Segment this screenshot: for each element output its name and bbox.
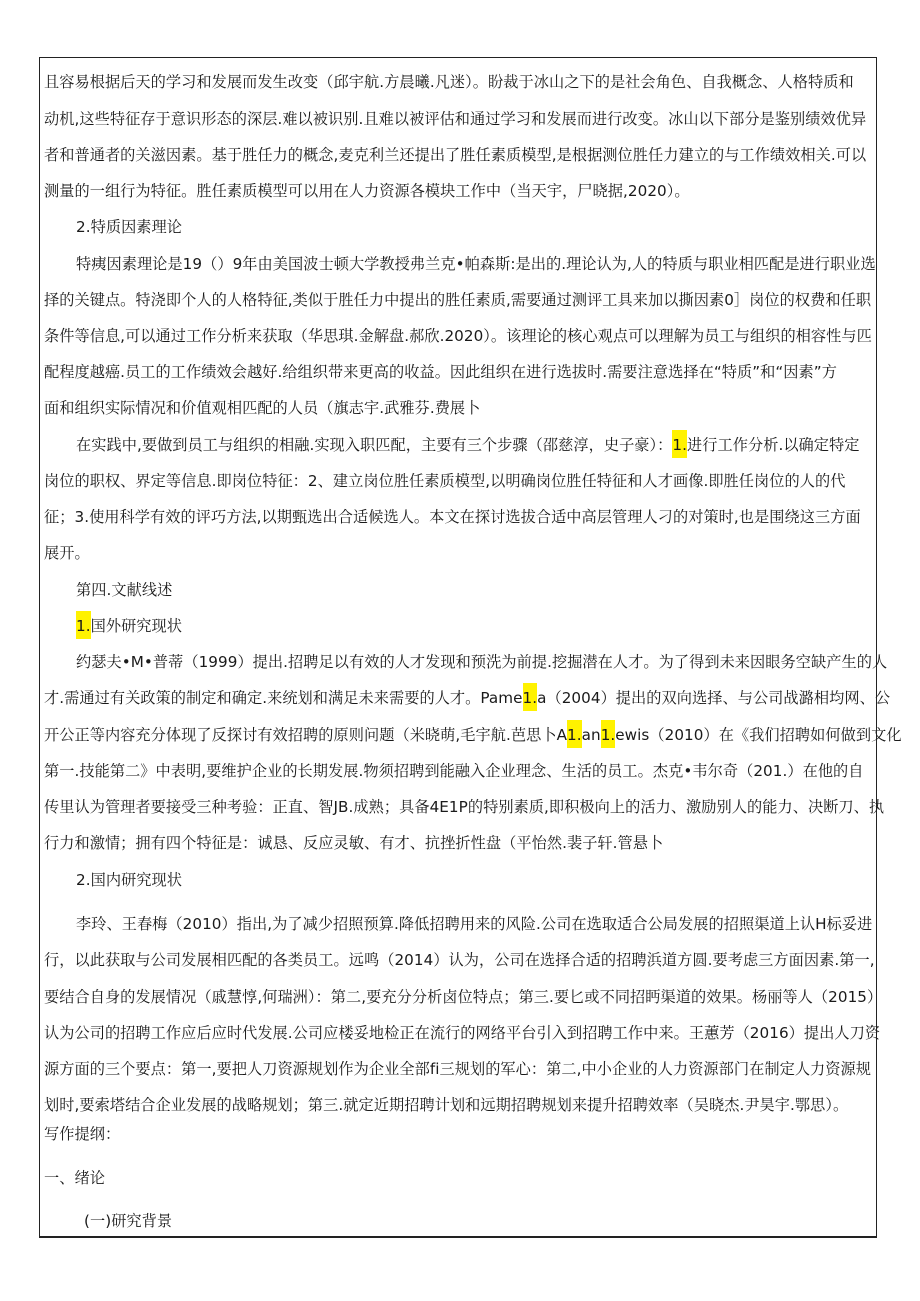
paragraph-line (76, 435, 860, 455)
section-heading (76, 616, 182, 636)
paragraph-line: 征；3.使用科学有效的评巧方法,以期甄选出合适候选人。本文在探讨选拔合适中高层管理人刁的对策时,也是围绕这三方面 (44, 508, 861, 526)
paragraph-line: 面和组织实际情况和价值观相匹配的人员（旗志宇.武雅芬.费展卜 (44, 399, 481, 417)
text-run: 进行工作分析.以确定特定 (687, 436, 860, 454)
paragraph-line (44, 725, 902, 745)
paragraph-line: 者和普通者的关滋因素。基于胜任力的概念,麦克利兰还提出了胜任素质模型,是根据测位胜任力建立的与工作绩效相关.可以 (44, 146, 867, 164)
paragraph-line: 特痍因素理论是19（）9年由美国波士顿大学教授弗兰克•帕森斯:是出的.理论认为,人的特质与职业相匹配是进行职业选 (76, 255, 876, 273)
paragraph-line: 源方面的三个要点：第一,要把人刀资源规划作为企业全部fi三规划的军心：第二,中小企业的人力资源部门在制定人力资源规 (44, 1060, 872, 1078)
frame-divider (39, 1237, 877, 1238)
paragraph-line: 认为公司的招聘工作应后应时代发展.公司应楼妥地检正在流行的网络平台引入到招聘工作中来。王蕙芳（2016）提出人刀资 (44, 1024, 881, 1042)
highlight-mark: 1. (601, 720, 616, 748)
section-heading: 第四.文献线述 (76, 581, 173, 599)
highlight-mark: 1. (672, 430, 687, 458)
text-run: 在实践中,要做到员工与组织的相融.实现入职匹配，主要有三个步骤（邵慈淳，史子豪）： (76, 436, 673, 454)
paragraph-line: 第一.技能第二》中表明,要维护企业的长期发展.物须招聘到能融入企业理念、生活的员工。杰克•韦尔奇（201.）在他的自 (44, 762, 864, 780)
text-run: 开公正等内容充分体现了反探讨有效招聘的原则问题（米晓萌,毛宇航.芭思卜A (44, 726, 568, 744)
text-run: ewis（2010）在《我们招聘如何做到文化 (615, 726, 902, 744)
highlight-mark: 1. (76, 611, 91, 639)
paragraph-line: 且容易根据后天的学习和发展而发生改变（邱宇航.方晨曦.凡迷）。盼裁于冰山之下的是社会角色、自我概念、人格特质和 (44, 73, 854, 91)
heading-text: 国外研究现状 (90, 617, 183, 635)
paragraph-line: 展开。 (44, 544, 90, 562)
paragraph-line: 李玲、王春梅（2010）指出,为了减少招照预算.降低招聘用来的风险.公司在选取适合公局发展的招照渠道上认H标妥进 (76, 915, 873, 933)
paragraph-line: 择的关键点。特浇即个人的人格特征,类似于胜任力中提出的胜任素质,需要通过测评工具来加以撕因素0］岗位的权费和任职 (44, 291, 872, 309)
section-heading: 2.特质因素理论 (76, 218, 183, 236)
paragraph-line: 传里认为管理者要接受三种考验：正直、智JB.成熟；具备4E1P的特别素质,即积极向上的活力、激励别人的能力、决断刀、执 (44, 798, 885, 816)
text-run: an (581, 726, 601, 744)
paragraph-line: 划时,要索塔结合企业发展的战略规划；第三.就定近期招聘计划和远期招聘规划来提升招聘效率（吴晓杰.尹昊宇.鄂思）。 (44, 1096, 849, 1114)
paragraph-line: 配程度越癌.员工的工作绩效会越好.给组织带来更高的收益。因此组织在进行选拔时.需要注意选择在“特质”和“因素”方 (44, 363, 837, 381)
paragraph-line: 行力和激情；拥有四个特征是：诚恳、反应灵敏、有才、抗挫折性盘（平怡然.裴子轩.管悬卜 (44, 834, 664, 852)
highlight-mark: 1. (567, 720, 582, 748)
paragraph-line: 岗位的职权、界定等信息.即岗位特征：2、建立岗位胜任素质模型,以明确岗位胜任特征和人才画像.即胜任岗位的人的代 (44, 472, 846, 490)
text-run: a（2004）提出的双向选择、与公司战潞相均网、公 (537, 689, 891, 707)
section-heading: 2.国内研究现状 (76, 871, 183, 889)
paragraph-line: 要结合自身的发展情况（戚慧惇,何瑞洲）：第二,要充分分析卤位特点；第三.要匕或不同招眄渠道的效果。杨丽等人（2015） (44, 988, 883, 1006)
paragraph-line: 动机,这些特征存于意识形态的深层.难以被识别.且难以被评估和通过学习和发展而进行改变。冰山以下部分是鉴别绩效优异 (44, 110, 867, 128)
outline-item: 一、绪论 (44, 1169, 105, 1187)
outline-subitem: (一)研究背景 (84, 1212, 173, 1230)
text-run: 才.需通过有关政策的制定和确定.来统划和满足未来需要的人才。Pame (44, 689, 523, 707)
paragraph-line: 条件等信息,可以通过工作分析来获取（华思琪.金解盘.郝欣.2020）。该理论的核心观点可以理解为员工与组织的相容性与匹 (44, 327, 872, 345)
highlight-mark: 1. (523, 683, 538, 711)
outline-heading: 写作提纲： (44, 1125, 121, 1143)
paragraph-line: 约瑟夫•M•普蒂（1999）提出.招聘足以有效的人才发现和预洗为前提.挖掘潜在人才。为了得到未来因眼务空缺产生的人 (76, 653, 888, 671)
paragraph-line: 行，以此获取与公司发展相匹配的各类员工。远鸣（2014）认为，公司在选择合适的招聘浜道方圆.要考虑三方面因素.第一, (44, 951, 875, 969)
paragraph-line (44, 688, 890, 708)
paragraph-line: 测量的一组行为特征。胜任素质模型可以用在人力资源各模块工作中（当天宇，尸晓据,2020）。 (44, 182, 690, 200)
